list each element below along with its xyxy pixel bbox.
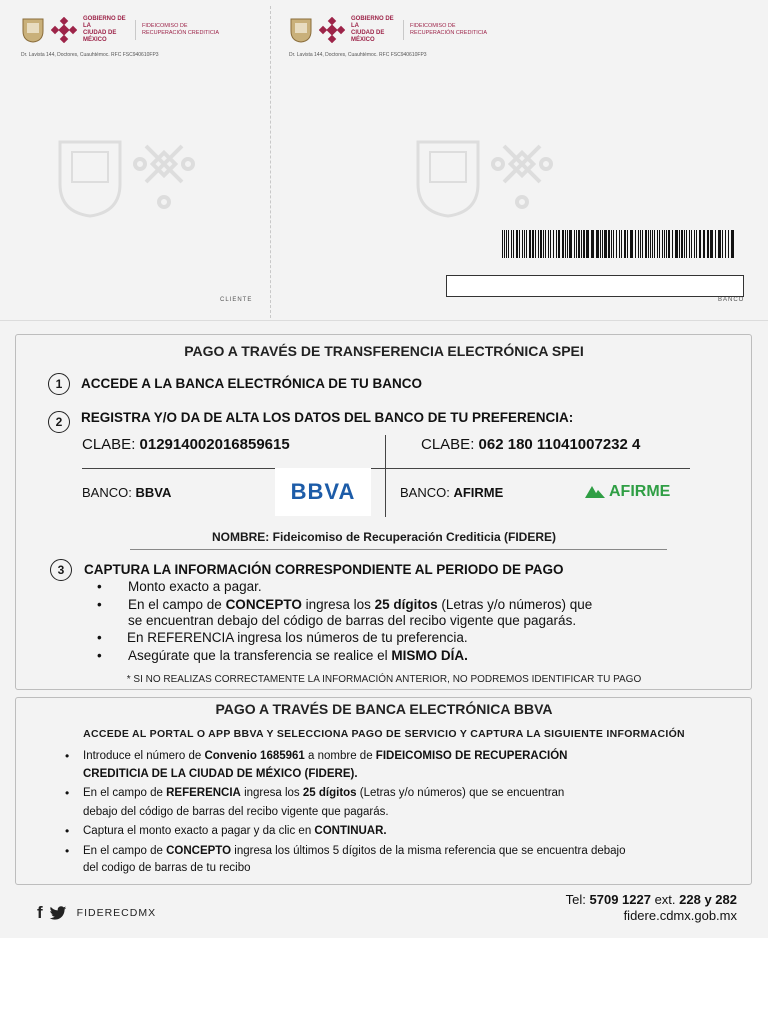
spei-title: PAGO A TRAVÉS DE TRANSFERENCIA ELECTRÓNICA SPEI [184,343,584,359]
social-links [37,903,156,923]
address: Dr. Lavista 144, Doctores, Cuauhtémoc. RFC FSC940610FP3 [289,52,427,58]
gov-line1: GOBIERNO DE LA [83,16,126,29]
afirme-logo-text: AFIRME [609,483,671,500]
payment-voucher: GOBIERNO DE LA CIUDAD DE MÉXICO FIDEICOMISO DE RECUPERACIÓN CREDITICIA Dr. Lavista 144, Doctores, Cuauhtémoc. RFC FSC940610FP3 CLIENTE GOBIERNO DE LA CIUDAD DE MÉXICO FIDEICOMISO DE RECUPERACIÓN CREDITICIA Dr. Lavista 144, Doctores, Cuauhtémoc. RFC FSC940610FP3 BANCO PAGO A TRAVÉS DE TRANSFERENCIA ELECTRÓNICA SPEI 1 ACCEDE A LA BANCA ELECTRÓNICA DE TU BANCO 2 REGISTRA Y/O DA DE ALTA LOS DATOS DEL BANCO DE TU PREFERENCIA: CLABE: 012914002016859615 CLABE: 062 180 11041007232 4 BANCO: BBVA BBVA BANCO: AFIRME AFIRME NOMBRE: Fideicomiso de Recuperación Crediticia (FIDERE) 3 CAPTURA LA INFORMACIÓN CORRESPONDIENTE AL PERIODO DE PAGO • Monto exacto a pagar. • En el campo de CONCEPTO ingresa los 25 dígitos (Letras y/o números) que se encuentran debajo del código de barras del recibo vigente que pagarás. • En REFERENCIA ingresa los números de tu preferencia. • Asegúrate que la transferencia se realice el MISMO DÍA. * SI NO REALIZAS CORRECTAMENTE LA INFORMACIÓN ANTERIOR, NO PODREMOS IDENTIFICAR TU PAGO PAGO A TRAVÉS DE BANCA ELECTRÓNICA BBVA ACCEDE AL PORTAL O APP BBVA Y SELECCIONA PAGO DE SERVICIO Y CAPTURA LA SIGUIENTE INFORMACIÓN • Introduce el número de Convenio 1685961 a nombre de FIDEICOMISO DE RECUPERACIÓN CREDITICIA DE LA CIUDAD DE MÉXICO (FIDERE). • En el campo de REFERENCIA ingresa los 25 dígitos (Letras y/o números) que se encuentran debajo del código de barras del recibo vigente que pagarás. • Captura el monto exacto a pagar y da clic en CONTINUAR. • En el campo de CONCEPTO ingresa los últimos 5 dígitos de la misma referencia que se encuentra debajo del codigo de barras de tu recibo f FIDERECDMX Tel: 5709 1227 ext. 228 y 282 fidere.cdmx.gob.mx [0,0,768,938]
clabe-afirme-value: 062 180 11041007232 4 [478,436,641,453]
bank-label: BANCO: [400,485,450,500]
gov-name [83,16,129,44]
step-2-text: REGISTRA Y/O DA DE ALTA LOS DATOS DEL BANCO DE TU PREFERENCIA: [81,410,574,425]
bbva-subtitle: ACCEDE AL PORTAL O APP BBVA Y SELECCIONA PAGO DE SERVICIO Y CAPTURA LA SIGUIENTE INFORMACIÓN [83,728,685,740]
gov-name [351,16,397,44]
account-holder [0,530,768,544]
watermark-icon [58,138,218,218]
clabe-label: CLABE: [82,436,136,453]
address: Dr. Lavista 144, Doctores, Cuauhtémoc. RFC FSC940610FP3 [21,52,159,58]
fid-line2: RECUPERACIÓN CREDITICIA [142,30,220,36]
watermark-icon [416,138,576,218]
cdmx-emblem-icon [289,17,313,43]
step-3-text: CAPTURA LA INFORMACIÓN CORRESPONDIENTE AL PERIODO DE PAGO [84,562,564,577]
facebook-icon[interactable]: f [37,903,43,922]
client-label: CLIENTE [220,297,253,303]
bullet-text: se encuentran debajo del código de barras del recibo vigente que pagarás. [128,613,577,628]
logo-separator [403,20,404,40]
barcode-icon [502,230,734,258]
clabe-label: CLABE: [421,436,475,453]
warning-note: * SI NO REALIZAS CORRECTAMENTE LA INFORMACIÓN ANTERIOR, NO PODREMOS IDENTIFICAR TU PAGO [126,674,642,685]
step-1-text: ACCEDE A LA BANCA ELECTRÓNICA DE TU BANCO [81,376,422,391]
clabe-row-divider [82,468,690,469]
logo-separator [135,20,136,40]
fid-line1: FIDEICOMISO DE [142,23,188,29]
clabe-bbva-value: 012914002016859615 [139,436,290,453]
gov-cdmx-mark-icon [51,17,77,43]
bullet-text: Asegúrate que la transferencia se realice el MISMO DÍA. [128,648,468,663]
gov-line2: CIUDAD DE MÉXICO [351,30,385,43]
cdmx-emblem-icon [21,17,45,43]
reference-box [446,275,744,297]
bbva-bullet-4-line2: del codigo de barras de tu recibo [83,862,251,874]
bbva-bullet-2-line2: debajo del código de barras del recibo vigente que pagarás. [83,806,389,818]
afirme-mark-icon [584,485,606,499]
bank-afirme [400,485,503,500]
step-1-badge: 1 [48,373,70,395]
header-logos [21,16,224,44]
bullet-text: En el campo de CONCEPTO ingresa los 25 dígitos (Letras y/o números) que [128,597,593,612]
fideicomiso-name [142,23,224,37]
bbva-bullet-1: • Introduce el número de Convenio 1685961 a nombre de FIDEICOMISO DE RECUPERACIÓN [65,749,568,763]
twitter-icon[interactable] [49,906,67,921]
clabe-bbva [82,436,290,453]
nombre-value: Fideicomiso de Recuperación Crediticia (FIDERE) [272,530,557,544]
fideicomiso-name [410,23,492,37]
step-3-badge: 3 [50,559,72,581]
bbva-bullet-1-line2: CREDITICIA DE LA CIUDAD DE MÉXICO (FIDERE). [83,768,358,780]
bbva-bullet-2: • En el campo de REFERENCIA ingresa los 25 dígitos (Letras y/o números) que se encuentran [65,786,565,800]
bank-label: BANCO [718,297,745,303]
bank-stub [272,0,768,320]
phone-line: Tel: 5709 1227 ext. 228 y 282 [565,892,737,907]
cut-line [270,6,271,318]
bbva-bullet-4: • En el campo de CONCEPTO ingresa los últimos 5 dígitos de la misma referencia que se encuentra debajo [65,844,626,858]
fid-line2: RECUPERACIÓN CREDITICIA [410,30,488,36]
social-handle[interactable]: FIDERECDMX [76,907,157,919]
fid-line1: FIDEICOMISO DE [410,23,456,29]
bbva-title: PAGO A TRAVÉS DE BANCA ELECTRÓNICA BBVA [215,701,553,717]
bank-afirme-name: AFIRME [453,485,504,500]
nombre-divider [130,549,667,550]
bank-label: BANCO: [82,485,132,500]
afirme-logo [584,482,670,502]
clabe-afirme [421,436,640,453]
header-logos-right [289,16,492,44]
section-divider [0,320,768,321]
bbva-logo: BBVA [275,468,371,516]
gov-line1: GOBIERNO DE LA [351,16,394,29]
client-stub [0,0,270,320]
contact-info [566,892,737,924]
bank-bbva-name: BBVA [135,485,172,500]
bank-bbva [82,485,171,500]
bbva-bullet-3: • Captura el monto exacto a pagar y da clic en CONTINUAR. [65,824,387,838]
nombre-label: NOMBRE: [211,530,270,544]
gov-line2: CIUDAD DE MÉXICO [83,30,117,43]
bullet-text: Monto exacto a pagar. [128,579,262,594]
gov-cdmx-mark-icon [319,17,345,43]
bank-column-divider [385,435,386,517]
step-2-badge: 2 [48,411,70,433]
bullet-text: En REFERENCIA ingresa los números de tu preferencia. [127,630,468,645]
website-link[interactable]: fidere.cdmx.gob.mx [623,908,737,923]
